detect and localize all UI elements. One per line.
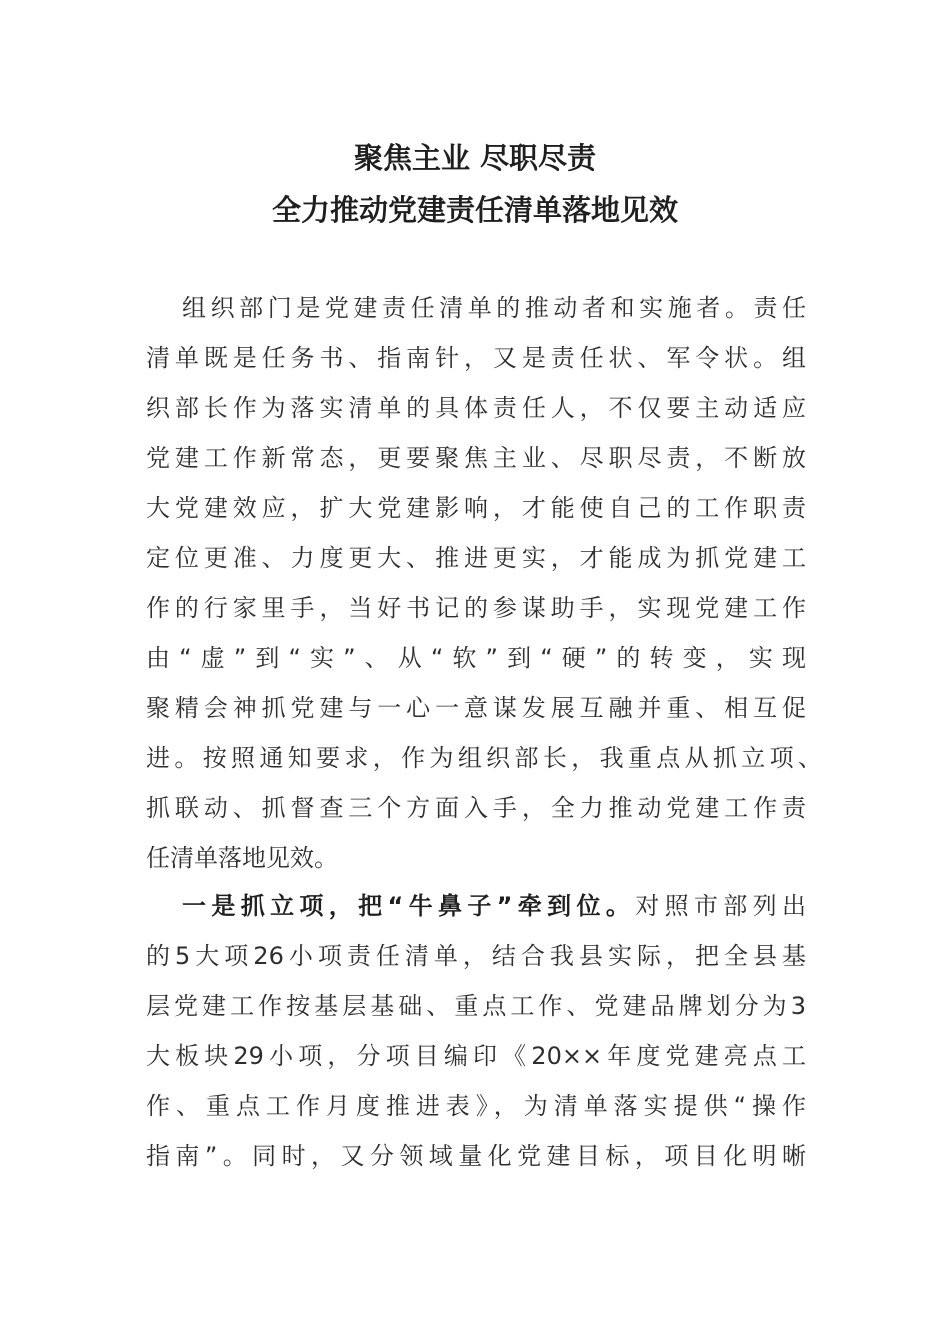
paragraph-2-line: 指南”。同时，又分领域量化党建目标，项目化明晰 (146, 1142, 806, 1170)
paragraph-1-line: 任清单落地见效。 (146, 844, 338, 872)
paragraph-2-line: 层党建工作按基层基础、重点工作、党建品牌划分为3 (146, 992, 806, 1020)
paragraph-2-line: 大板块29小项，分项目编印《20××年度党建亮点工 (146, 1042, 806, 1070)
paragraph-1-line: 进。按照通知要求，作为组织部长，我重点从抓立项、 (146, 744, 822, 772)
paragraph-2-line: 的5大项26小项责任清单，结合我县实际，把全县基 (146, 942, 806, 970)
paragraph-2-lead-heading: 一是抓立项，把“牛鼻子”牵到位。 (182, 892, 636, 920)
paragraph-1-line: 定位更准、力度更大、推进更实，才能成为抓党建工 (146, 544, 806, 572)
paragraph-1-line: 织部长作为落实清单的具体责任人，不仅要主动适应 (146, 394, 806, 422)
paragraph-1-line: 作的行家里手，当好书记的参谋助手，实现党建工作 (146, 594, 806, 622)
paragraph-2-first-line (182, 881, 806, 931)
document-title-line-1: 聚焦主业 尽职尽责 (353, 141, 597, 175)
paragraph-1-line: 抓联动、抓督查三个方面入手，全力推动党建工作责 (146, 794, 806, 822)
paragraph-1-line: 党建工作新常态，更要聚焦主业、尽职尽责，不断放 (146, 444, 806, 472)
paragraph-1-line: 由“虚”到“实”、从“软”到“硬”的转变，实现 (146, 644, 806, 672)
paragraph-2-first-line-rest: 对照市部列出 (635, 892, 807, 920)
paragraph-2-line: 作、重点工作月度推进表》，为清单落实提供“操作 (146, 1092, 806, 1120)
paragraph-1-line: 组织部门是党建责任清单的推动者和实施者。责任 (182, 294, 806, 322)
paragraph-1-line: 聚精会神抓党建与一心一意谋发展互融并重、相互促 (146, 694, 806, 722)
paragraph-1-line: 大党建效应，扩大党建影响，才能使自己的工作职责 (146, 494, 806, 522)
document-title-line-2: 全力推动党建责任清单落地见效 (271, 193, 678, 227)
paragraph-1-line: 清单既是任务书、指南针，又是责任状、军令状。组 (146, 344, 806, 372)
